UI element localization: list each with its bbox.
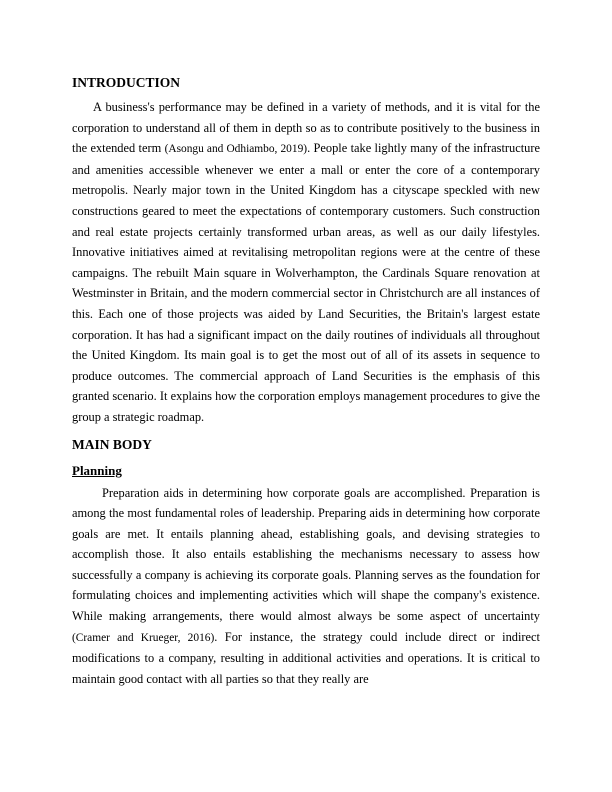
introduction-paragraph (72, 97, 540, 428)
planning-citation: (Cramer and Krueger, 2016) (72, 631, 215, 644)
planning-text-part-1: Preparation aids in determining how corporate goals are accomplished. Preparation is among the most fundamental roles of leadership. Preparing aids in determining how corporate goals are met. It entails planning ahead, establishing goals, and devising strategies to accomplish those. It also entails establishing the mechanisms necessary to assess how successfully a company is achieving its corporate goals. Planning serves as the foundation for formulating choices and implementing activities which will shape the company's existence. While making arrangements, there would almost always be some aspect of uncertainty (72, 485, 540, 624)
main-body-heading: MAIN BODY (72, 436, 152, 452)
introduction-text-part-1: A business's performance may be defined in a variety of methods, and it is vital for the corporation to understand all of them in depth so as to contribute positively to the business in the extended term (72, 100, 540, 156)
planning-text-part-2: . For instance, the strategy could include direct or indirect modifications to a company, resulting in additional activities and operations. It is critical to maintain good contact with all parties so that they really are (72, 629, 540, 686)
planning-subheading: Planning (72, 462, 122, 478)
introduction-heading: INTRODUCTION (72, 75, 181, 90)
planning-paragraph (72, 483, 540, 690)
introduction-citation: (Asongu and Odhiambo, 2019) (164, 143, 308, 156)
document-page (72, 74, 540, 689)
introduction-text-part-2: . People take lightly many of the infrastructure and amenities accessible whenever we enter a mall or enter the core of a contemporary metropolis. Nearly major town in the United Kingdom has a cityscape speckled with new constructions geared to meet the expectations of contemporary customers. Such construction and real estate projects certainly transformed urban areas, as well as our daily lifestyles. Innovative initiatives aimed at revitalising metropolitan regions were at the centre of these campaigns. The rebuilt Main square in Wolverhampton, the Cardinals Square renovation at Westminster in Britain, and the modern commercial sector in Christchurch are all instances of this. Each one of those projects was aided by Land Securities, the Britain's largest estate corporation. It has had a significant impact on the daily routines of individuals all throughout the United Kingdom. Its main goal is to get the most out of all of its assets in sequence to produce outcomes. The commercial approach of Land Securities is the emphasis of this granted scenario. It explains how the corporation employs management procedures to give the group a strategic roadmap. (72, 141, 540, 424)
